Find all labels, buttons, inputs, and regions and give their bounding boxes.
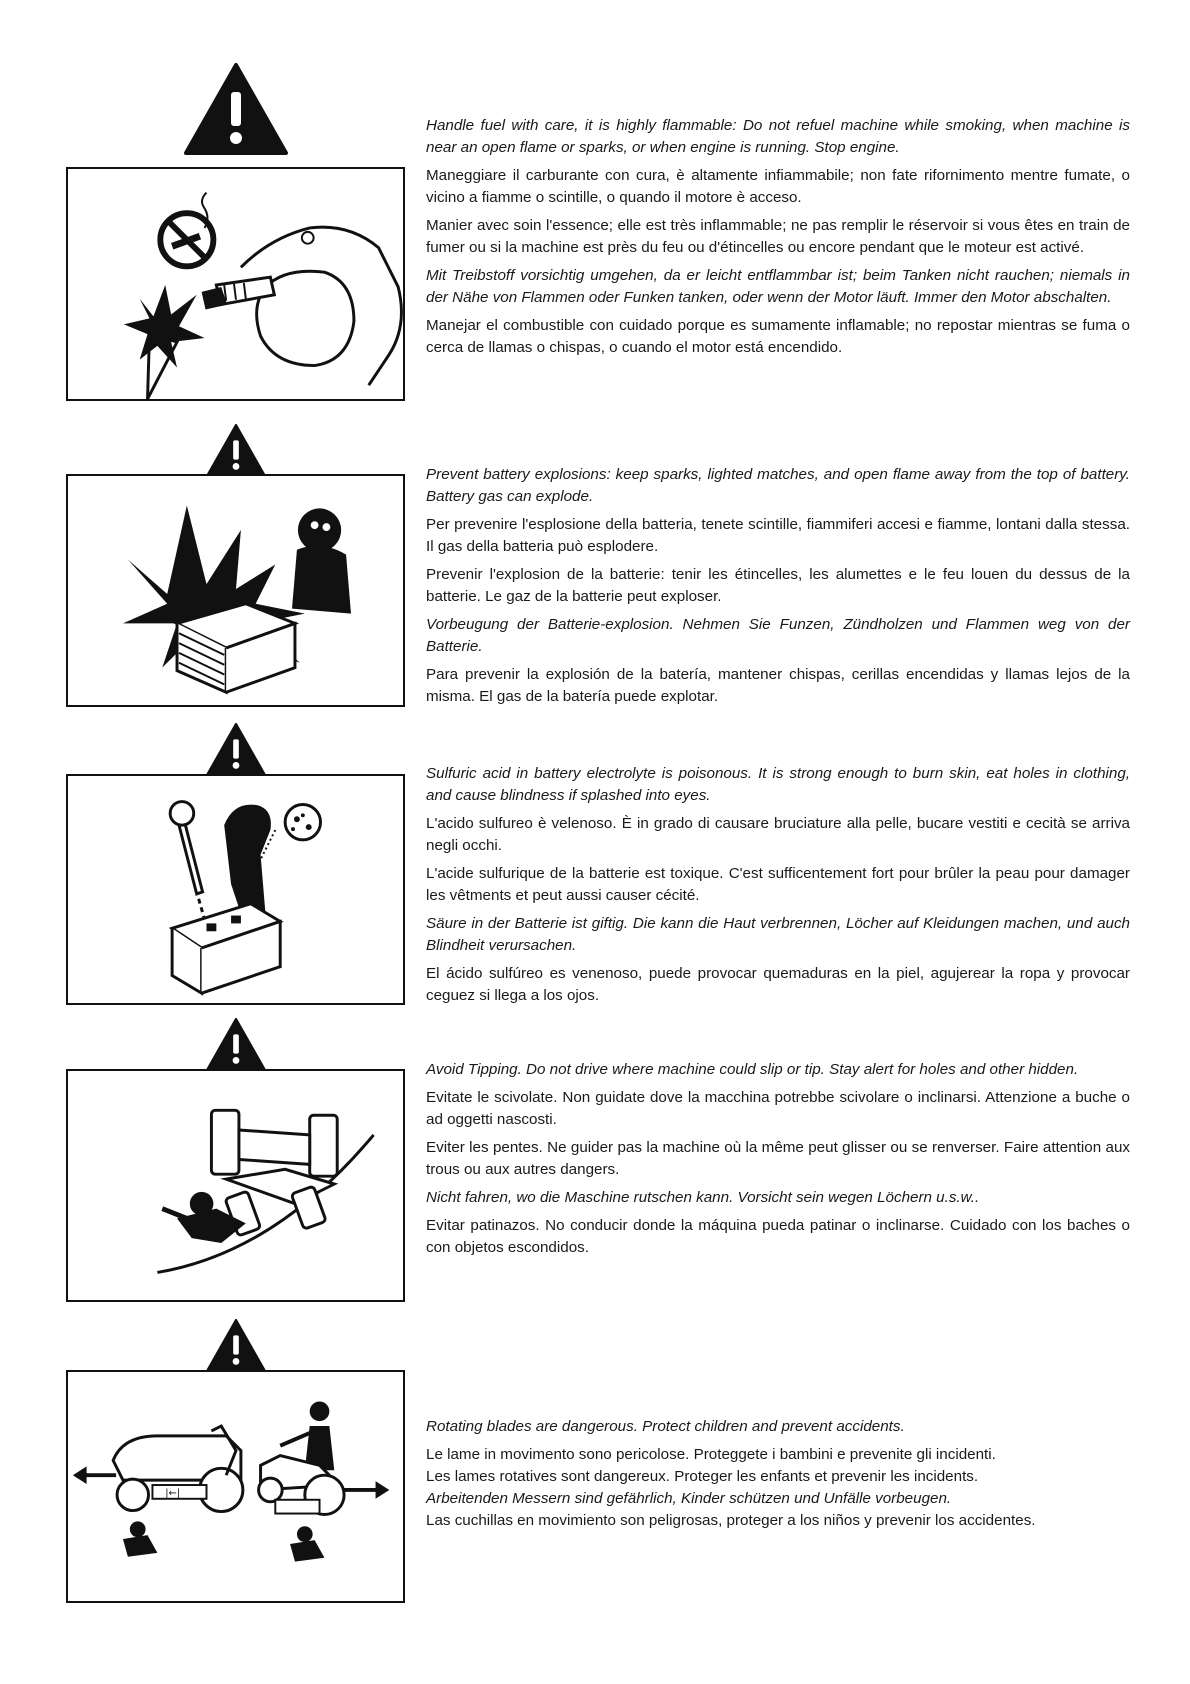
- warning-triangle-icon: [183, 62, 289, 156]
- warning-text-fr: L'acide sulfurique de la batterie est toxique. C'est sufficentement fort pour brûler la peau pour damager les vêtments et peut aussi causer cécité.: [426, 865, 1130, 904]
- tipping-hazard-pictogram: [66, 1069, 405, 1302]
- warning-text-en: Avoid Tipping. Do not drive where machine could slip or tip. Stay alert for holes and other hidden.: [426, 1061, 1079, 1078]
- warning-triangle-icon: [206, 423, 266, 477]
- fuel-hazard-pictogram: [66, 167, 405, 401]
- warning-text-it: L'acido sulfureo è velenoso. È in grado di causare bruciature alla pelle, bucare vestiti e cecità se arriva negli occhi.: [426, 815, 1130, 854]
- warning-text-it: Evitate le scivolate. Non guidate dove la macchina potrebbe scivolare o inclinarsi. Attenzione a buche o ad oggetti nascosti.: [426, 1089, 1130, 1128]
- warning-text-en: Sulfuric acid in battery electrolyte is poisonous. It is strong enough to burn skin, eat holes in clothing, and cause blindness if splashed into eyes.: [426, 765, 1130, 804]
- warning-text-it: Maneggiare il carburante con cura, è altamente infiammabile; non fate rifornimento mentre fumate, o vicino a fiamme o scintille, o quando il motore è acceso.: [426, 167, 1130, 206]
- warning-text-fr: Les lames rotatives sont dangereux. Proteger les enfants et prevenir les incidents.: [426, 1468, 979, 1485]
- battery-acid-pictogram: [66, 774, 405, 1005]
- warning-text-it: Le lame in movimento sono pericolose. Proteggete i bambini e prevenite gli incidenti.: [426, 1446, 996, 1463]
- battery-acid-text: [426, 763, 1130, 1013]
- warning-text-de: Mit Treibstoff vorsichtig umgehen, da er leicht entflammbar ist; beim Tanken nicht rauchen; niemals in der Nähe von Flammen oder Funken tanken, oder wenn der Motor läuft. Immer den Motor abschalten.: [426, 267, 1130, 306]
- warning-text-en: Rotating blades are dangerous. Protect children and prevent accidents.: [426, 1418, 905, 1435]
- tipping-text: [426, 1059, 1130, 1265]
- rotating-blades-pictogram: [66, 1370, 405, 1603]
- rotating-blades-icon: [68, 1372, 403, 1601]
- warning-text-es: Las cuchillas en movimiento son peligrosas, proteger a los niños y prevenir los accidentes.: [426, 1512, 1036, 1529]
- battery-acid-icon: [68, 776, 403, 1003]
- warning-text-en: Prevent battery explosions: keep sparks, lighted matches, and open flame away from the top of battery. Battery gas can explode.: [426, 466, 1130, 505]
- svg-text:|←|: |←|: [165, 1487, 181, 1499]
- battery-explosion-pictogram: [66, 474, 405, 707]
- fuel-warning-text: [426, 115, 1130, 365]
- battery-explosion-icon: [68, 476, 403, 705]
- warning-text-de: Säure in der Batterie ist giftig. Die kann die Haut verbrennen, Löcher auf Kleidungen machen, und auch Blindheit verursachen.: [426, 915, 1130, 954]
- warning-text-fr: Manier avec soin l'essence; elle est très inflammable; ne pas remplir le réservoir si vous êtes en train de fumer ou si la machine est près du feu ou d'étincelles ou encore pendant que le moteur est activé.: [426, 217, 1130, 256]
- rotating-blades-text: [426, 1416, 1130, 1538]
- warning-triangle-icon: [206, 722, 266, 776]
- warning-text-de: Vorbeugung der Batterie-explosion. Nehmen Sie Funzen, Zündholzen und Flammen weg von der Batterie.: [426, 616, 1130, 655]
- warning-text-de: Arbeitenden Messern sind gefährlich, Kinder schützen und Unfälle vorbeugen.: [426, 1490, 952, 1507]
- warning-text-fr: Eviter les pentes. Ne guider pas la machine où la même peut glisser ou se renverser. Faire attention aux trous ou aux autres dangers.: [426, 1139, 1130, 1178]
- warning-text-es: Para prevenir la explosión de la batería, mantener chispas, cerillas encendidas y llamas lejos de la misma. El gas de la batería puede explotar.: [426, 666, 1130, 705]
- warning-text-fr: Prevenir l'explosion de la batterie: tenir les étincelles, les alumettes e le feu louen du dessus de la batterie. Le gaz de la batterie peut exploser.: [426, 566, 1130, 605]
- warning-text-it: Per prevenire l'esplosione della batteria, tenete scintille, fiammiferi accesi e fiamme, lontani dalla stessa. Il gas della batteria può esplodere.: [426, 516, 1130, 555]
- warning-text-en: Handle fuel with care, it is highly flammable: Do not refuel machine while smoking, when machine is near an open flame or sparks, or when engine is running. Stop engine.: [426, 117, 1130, 156]
- warning-text-de: Nicht fahren, wo die Maschine rutschen kann. Vorsicht sein wegen Löchern u.s.w..: [426, 1189, 980, 1206]
- battery-explosion-text: [426, 464, 1130, 714]
- tipping-hazard-icon: [68, 1071, 403, 1300]
- warning-triangle-icon: [206, 1318, 266, 1372]
- fuel-hazard-icon: [68, 169, 403, 399]
- warning-text-es: Manejar el combustible con cuidado porque es sumamente inflamable; no repostar mientras se fuma o cerca de llamas o chispas, o cuando el motor está encendido.: [426, 317, 1130, 356]
- warning-text-es: El ácido sulfúreo es venenoso, puede provocar quemaduras en la piel, agujerear la ropa y provocar ceguez si llega a los ojos.: [426, 965, 1130, 1004]
- warning-text-es: Evitar patinazos. No conducir donde la máquina pueda patinar o inclinarse. Cuidado con los baches o con objetos escondidos.: [426, 1217, 1130, 1256]
- warning-triangle-icon: [206, 1017, 266, 1071]
